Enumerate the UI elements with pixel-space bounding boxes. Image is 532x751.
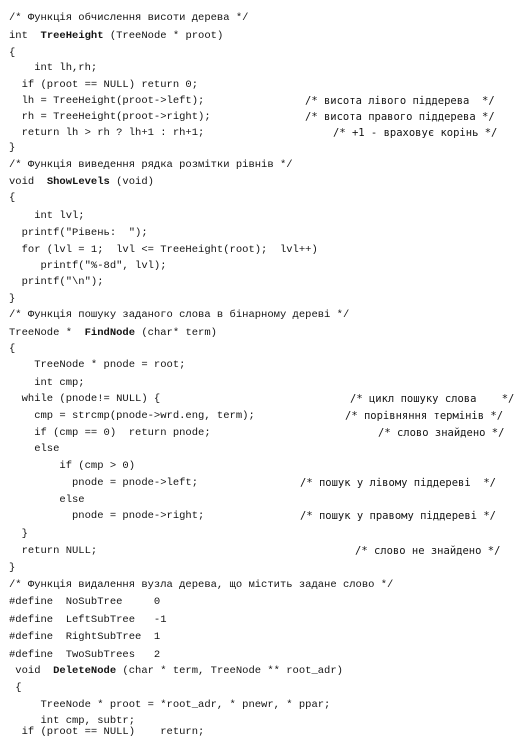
- code-text: else: [9, 494, 85, 506]
- code-text: TreeNode * proot = *root_adr, * pnewr, * ppar;: [9, 699, 331, 711]
- code-text: {: [9, 343, 16, 355]
- code-text: lh = TreeHeight(proot->left);: [9, 95, 205, 107]
- code-text: int lh,rh;: [9, 62, 98, 74]
- code-text: return lh > rh ? lh+1 : rh+1;: [9, 127, 205, 139]
- code-comment: /* +1 - враховує корінь */: [333, 127, 498, 139]
- code-text: rh = TreeHeight(proot->right);: [9, 111, 211, 123]
- code-text: {: [9, 682, 22, 694]
- code-text: #define TwoSubTrees 2: [9, 649, 161, 661]
- code-text: int TreeHeight (TreeNode * proot): [9, 30, 224, 42]
- code-text: if (proot == NULL) return 0;: [9, 79, 199, 91]
- code-comment: /* висота лівого піддерева */: [305, 95, 495, 107]
- code-text: printf("\n");: [9, 276, 104, 288]
- code-text: int lvl;: [9, 210, 85, 222]
- code-text: void DeleteNode (char * term, TreeNode ** root_adr): [9, 665, 343, 677]
- code-text: {: [9, 192, 16, 204]
- code-text: if (cmp == 0) return pnode;: [9, 427, 211, 439]
- code-comment: /* цикл пошуку слова */: [350, 393, 515, 405]
- code-comment: /* висота правого піддерева */: [305, 111, 495, 123]
- code-text: pnode = pnode->left;: [9, 477, 199, 489]
- code-text: /* Функція обчислення висоти дерева */: [9, 12, 249, 24]
- code-comment: /* пошук у правому піддереві */: [300, 510, 496, 522]
- code-comment: /* пошук у лівому піддереві */: [300, 477, 496, 489]
- code-text: TreeNode * FindNode (char* term): [9, 327, 217, 339]
- code-text: cmp = strcmp(pnode->wrd.eng, term);: [9, 410, 255, 422]
- code-comment: /* порівняння термінів */: [345, 410, 504, 422]
- code-text: return NULL;: [9, 545, 98, 557]
- code-text: printf("Рівень: ");: [9, 227, 148, 239]
- code-text: }: [9, 528, 28, 540]
- code-text: for (lvl = 1; lvl <= TreeHeight(root); lvl++): [9, 244, 318, 256]
- code-text: printf("%-8d", lvl);: [9, 260, 167, 272]
- code-text: int cmp;: [9, 377, 85, 389]
- code-text: #define RightSubTree 1: [9, 631, 161, 643]
- code-text: pnode = pnode->right;: [9, 510, 205, 522]
- code-text: int cmp, subtr;: [9, 715, 136, 727]
- code-text: /* Функція виведення рядка розмітки рівнів */: [9, 159, 293, 171]
- code-text: #define LeftSubTree -1: [9, 614, 167, 626]
- code-text: while (pnode!= NULL) {: [9, 393, 161, 405]
- code-text: TreeNode * pnode = root;: [9, 359, 186, 371]
- code-text: /* Функція пошуку заданого слова в бінарному дереві */: [9, 309, 350, 321]
- code-text: }: [9, 142, 16, 154]
- code-text: else: [9, 443, 60, 455]
- code-text: }: [9, 293, 16, 305]
- code-comment: /* слово знайдено */: [378, 427, 505, 439]
- code-text: /* Функція видалення вузла дерева, що містить задане слово */: [9, 579, 394, 591]
- code-comment: /* слово не знайдено */: [355, 545, 501, 557]
- code-text: if (proot == NULL) return;: [9, 726, 205, 738]
- code-text: if (cmp > 0): [9, 460, 136, 472]
- code-text: #define NoSubTree 0: [9, 596, 161, 608]
- code-text: }: [9, 562, 16, 574]
- code-text: {: [9, 47, 16, 59]
- code-text: void ShowLevels (void): [9, 176, 154, 188]
